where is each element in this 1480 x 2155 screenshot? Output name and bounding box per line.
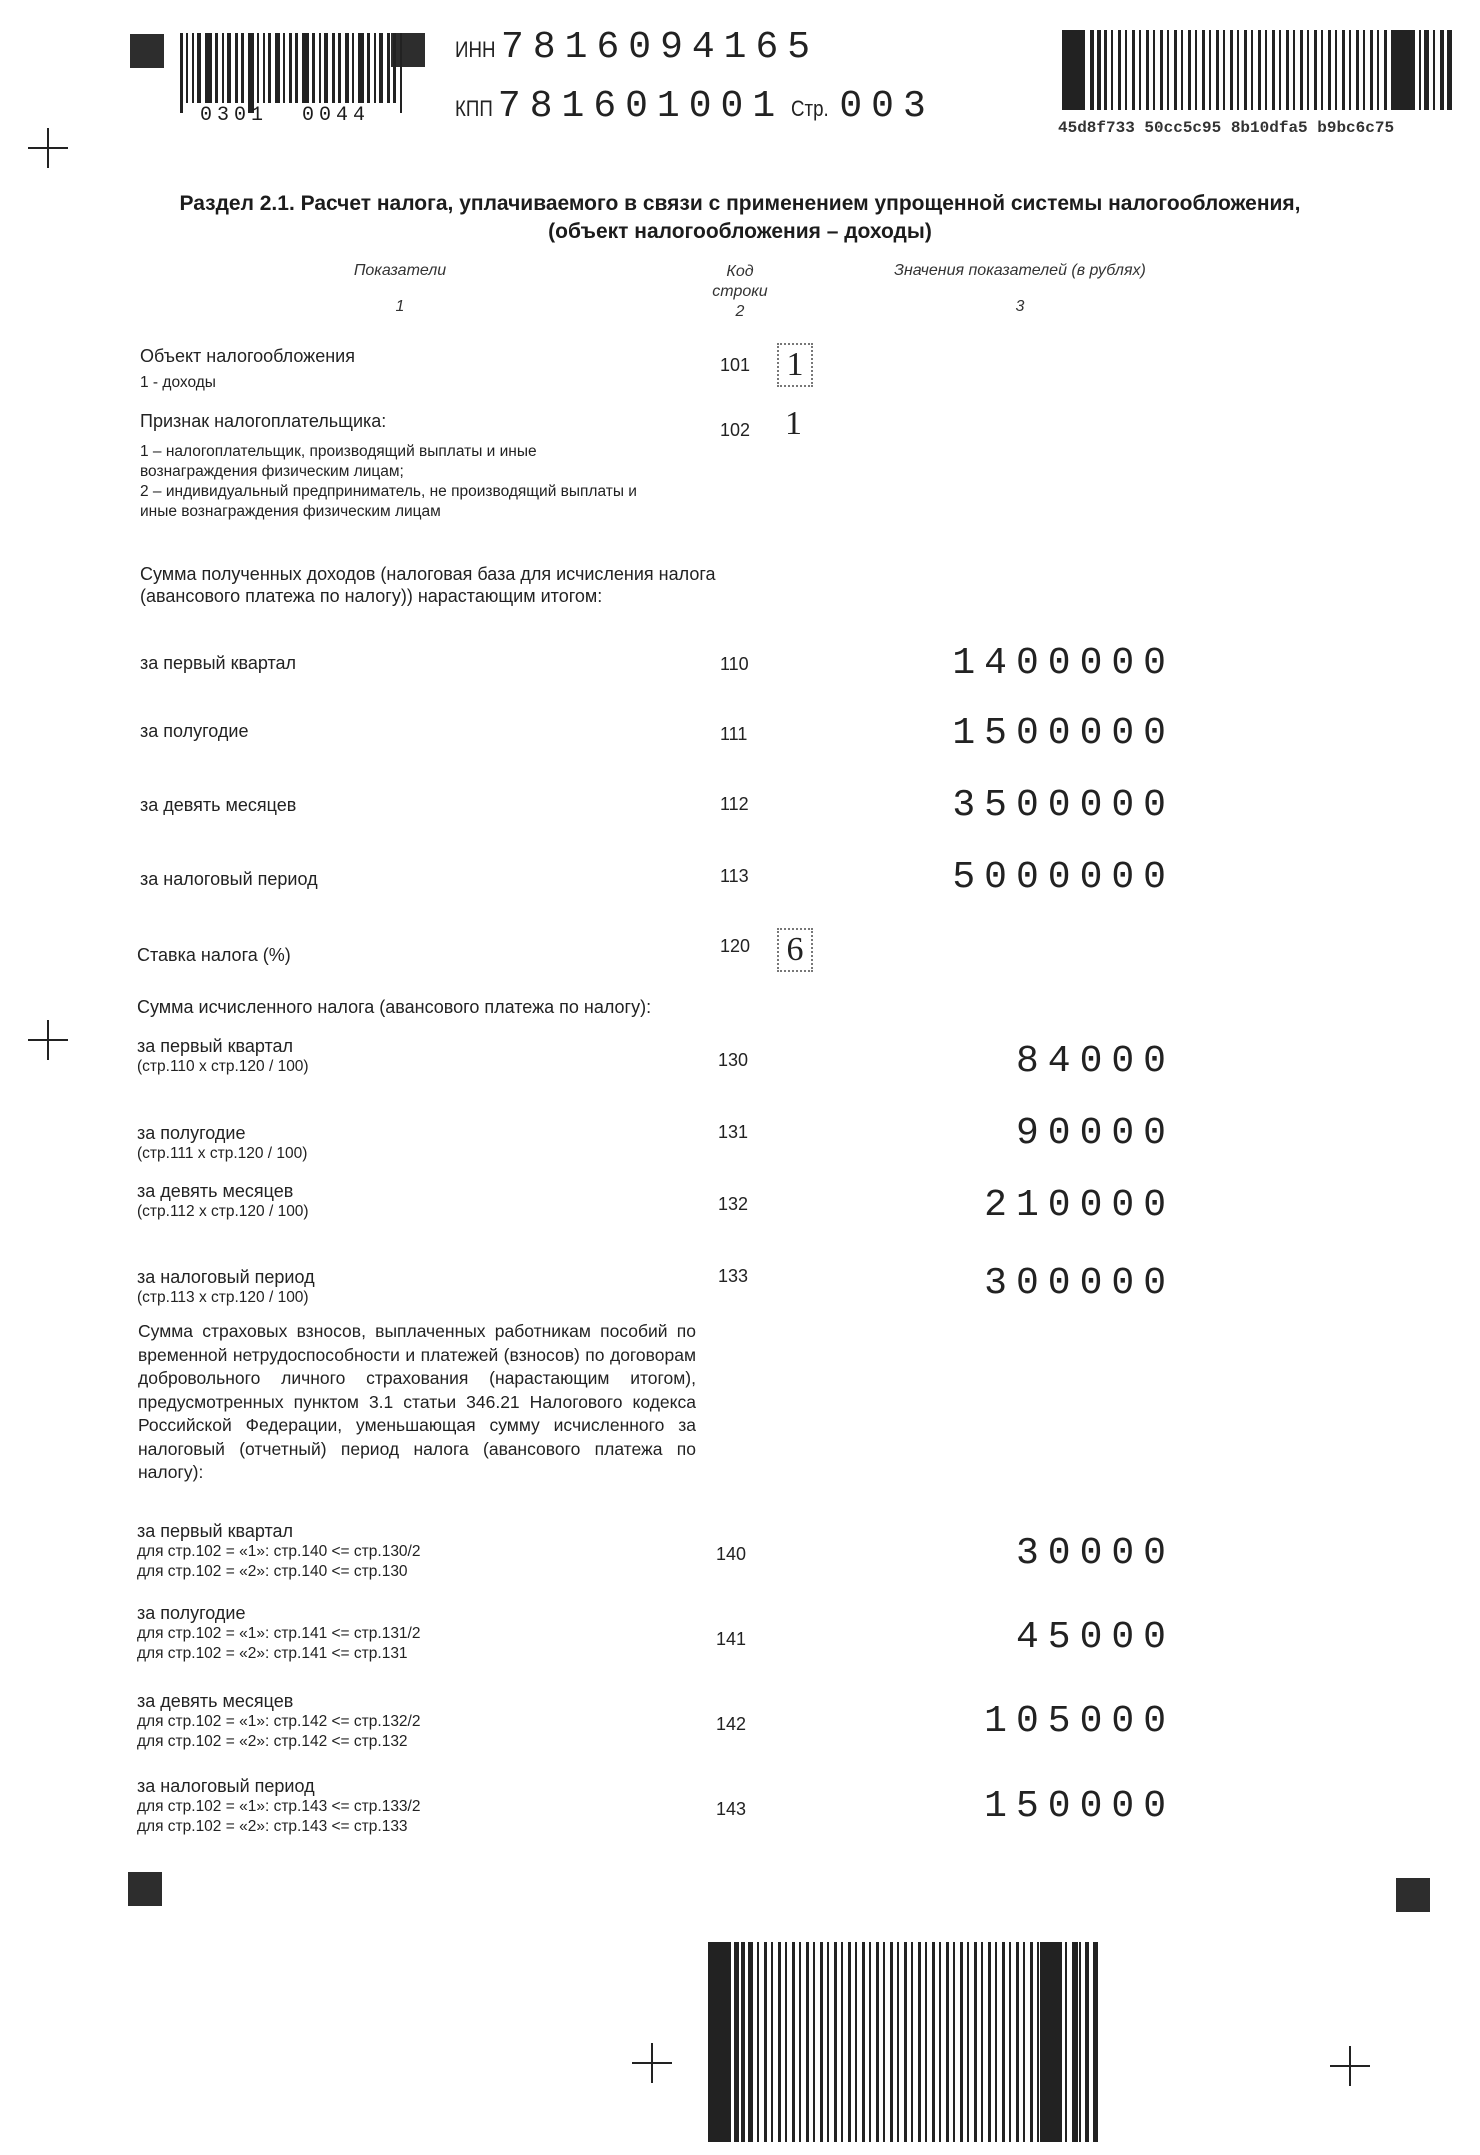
- barcode-bar: [268, 33, 271, 103]
- column-header-code: Код строки 2: [712, 263, 768, 320]
- barcode-bar: [379, 33, 383, 103]
- hash-code: 45d8f733 50cc5c95 8b10dfa5 b9bc6c75: [1058, 119, 1395, 137]
- barcode-bar: [227, 33, 231, 103]
- insurance-value-143[interactable]: 150000: [984, 1785, 1175, 1828]
- kpp-label: КПП: [455, 96, 493, 121]
- barcode-bar: [295, 33, 298, 103]
- income-value-110[interactable]: 1400000: [952, 642, 1175, 685]
- income-row-label: за налоговый период: [140, 869, 318, 889]
- barcode-bar: [400, 33, 402, 113]
- taxpayer-value-field[interactable]: 1: [785, 405, 802, 442]
- barcode-bar: [186, 33, 188, 103]
- tax-value-130[interactable]: 84000: [1015, 1040, 1175, 1083]
- barcode-bar: [324, 33, 328, 103]
- pdf417-barcode-bottom: [708, 1942, 1100, 2142]
- line-code-143: 143: [716, 1799, 747, 1819]
- barcode-number: 0301 0044: [200, 104, 371, 127]
- rate-label: Ставка налога (%): [137, 945, 291, 965]
- line-code-130: 130: [718, 1050, 749, 1070]
- income-row-label: за полугодие: [140, 721, 249, 741]
- page-label: Стр.: [790, 96, 829, 121]
- barcode-bar: [241, 33, 244, 103]
- barcode-bar: [332, 33, 335, 103]
- income-value-112[interactable]: 3500000: [952, 784, 1175, 827]
- line-code-140: 140: [716, 1544, 747, 1564]
- insurance-row-label: за полугодие для стр.102 = «1»: стр.141 <= стр.131/2 для стр.102 = «2»: стр.141 <= стр.131: [137, 1603, 421, 1662]
- insurance-row-label: за девять месяцев для стр.102 = «1»: стр.142 <= стр.132/2 для стр.102 = «2»: стр.142 <= стр.132: [137, 1691, 421, 1750]
- section-title: [0, 190, 1480, 246]
- income-row-label: за девять месяцев: [140, 795, 297, 815]
- line-code-102: 102: [720, 420, 751, 440]
- page-value: 003: [839, 85, 935, 128]
- insurance-value-141[interactable]: 45000: [1015, 1616, 1175, 1659]
- registration-square-bottom-right: [1396, 1878, 1430, 1912]
- registration-square-bottom-left: [128, 1872, 162, 1906]
- line-code-110: 110: [720, 654, 749, 674]
- line-code-111: 111: [720, 724, 748, 744]
- barcode-bar: [302, 33, 309, 103]
- tax-row-label: за девять месяцев (стр.112 х стр.120 / 100): [137, 1181, 309, 1220]
- tax-row-label: за полугодие (стр.111 х стр.120 / 100): [137, 1123, 308, 1162]
- barcode-bar: [215, 33, 218, 103]
- registration-cross-icon: [1330, 2046, 1370, 2086]
- column-header-indicators: Показатели 1: [353, 262, 447, 315]
- barcode-bar: [275, 33, 280, 103]
- inn-value: 7816094165: [501, 26, 820, 69]
- barcode-bar: [192, 33, 194, 103]
- barcode-bar: [205, 33, 212, 103]
- insurance-value-142[interactable]: 105000: [984, 1700, 1175, 1743]
- tax-row-label: за налоговый период (стр.113 х стр.120 / 100): [137, 1267, 315, 1306]
- section-title-line1: Раздел 2.1. Расчет налога, уплачиваемого в связи с применением упрощенной системы налогообложения,: [179, 192, 1301, 215]
- line-code-132: 132: [718, 1194, 749, 1214]
- income-row-label: за первый квартал: [140, 653, 297, 673]
- barcode-bar: [352, 33, 354, 103]
- line-code-112: 112: [720, 794, 749, 814]
- tax-heading: Сумма исчисленного налога (авансового платежа по налогу):: [137, 997, 652, 1017]
- barcode-bar: [374, 33, 376, 103]
- line-code-101: 101: [720, 355, 751, 375]
- barcode-bar: [248, 33, 254, 113]
- barcode-bar: [367, 33, 370, 103]
- rate-value-field[interactable]: 6: [777, 928, 813, 972]
- barcode-bar: [345, 33, 349, 103]
- barcode-bar: [289, 33, 292, 103]
- barcode-bar: [283, 33, 285, 103]
- registration-cross-icon: [28, 128, 68, 168]
- tax-value-132[interactable]: 210000: [984, 1184, 1175, 1227]
- registration-square-top-left: [130, 34, 164, 68]
- line-code-142: 142: [716, 1714, 747, 1734]
- kpp-field: [455, 85, 935, 128]
- insurance-row-label: за налоговый период для стр.102 = «1»: стр.143 <= стр.133/2 для стр.102 = «2»: стр.143 <= стр.133: [137, 1776, 421, 1835]
- pdf417-barcode-top: [1062, 30, 1452, 110]
- insurance-heading: Сумма страховых взносов, выплаченных работникам пособий по временной нетрудоспособности и платежей (взносов) по договорам добровольного личного страхования (нарастающим итогом), предусмотренных пунктом 3.1 статьи 346.21 Налогового кодекса Российской Федерации, уменьшающая сумму исчисленного за налоговый (отчетный) период налога (авансового платежа по налогу):: [138, 1321, 696, 1482]
- barcode-bar: [358, 33, 364, 103]
- income-value-111[interactable]: 1500000: [952, 712, 1175, 755]
- line-code-120: 120: [720, 936, 751, 956]
- barcode-bar: [180, 33, 183, 113]
- object-label: Объект налогообложения 1 - доходы: [140, 346, 355, 391]
- barcode-bar: [338, 33, 341, 103]
- line-code-133: 133: [718, 1266, 749, 1286]
- insurance-value-140[interactable]: 30000: [1015, 1532, 1175, 1575]
- registration-cross-icon: [28, 1020, 68, 1060]
- barcode-bar: [319, 33, 321, 103]
- tax-value-133[interactable]: 300000: [984, 1262, 1175, 1305]
- object-value-field[interactable]: 1: [777, 343, 813, 387]
- inn-field: [455, 26, 819, 69]
- insurance-row-label: за первый квартал для стр.102 = «1»: стр.140 <= стр.130/2 для стр.102 = «2»: стр.140 <= стр.130: [137, 1521, 421, 1580]
- kpp-value: 781601001: [497, 85, 785, 128]
- inn-label: ИНН: [455, 37, 496, 62]
- line-code-131: 131: [718, 1122, 749, 1142]
- line-code-141: 141: [716, 1629, 747, 1649]
- barcode-bar: [263, 33, 265, 103]
- column-header-values: Значения показателей (в рублях) 3: [894, 262, 1146, 315]
- registration-cross-icon: [632, 2043, 672, 2083]
- tax-row-label: за первый квартал (стр.110 х стр.120 / 100): [137, 1036, 309, 1075]
- section-title-line2: (объект налогообложения – доходы): [548, 220, 932, 243]
- income-value-113[interactable]: 5000000: [952, 856, 1175, 899]
- barcode-bar: [257, 33, 259, 103]
- barcode-bar: [197, 33, 201, 103]
- barcode-bar: [222, 33, 224, 103]
- income-heading: Сумма полученных доходов (налоговая база для исчисления налога (авансового платежа по налогу)) нарастающим итогом:: [140, 564, 716, 606]
- barcode-bar: [387, 33, 390, 103]
- line-code-113: 113: [720, 866, 749, 886]
- taxpayer-label: Признак налогоплательщика: 1 – налогоплательщик, производящий выплаты и иные вознаграждения физическим лицам; 2 – индивидуальный предприниматель, не производящий выплаты и иные вознаграждения физическим лицам: [140, 411, 637, 520]
- tax-value-131[interactable]: 90000: [1015, 1112, 1175, 1155]
- barcode-bar: [312, 33, 315, 103]
- barcode-bar: [235, 33, 238, 103]
- barcode-bar: [393, 33, 396, 103]
- linear-barcode: [180, 33, 405, 103]
